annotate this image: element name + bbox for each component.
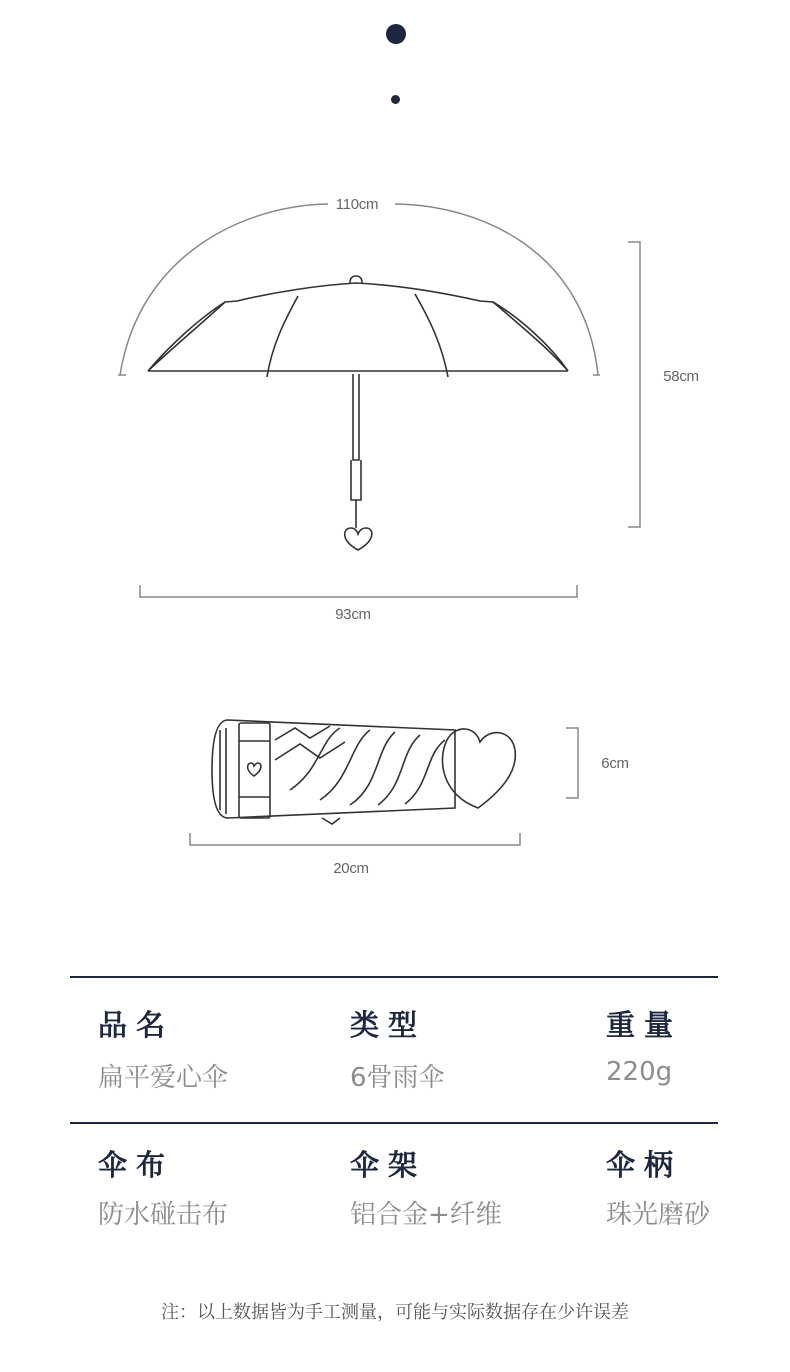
folded-height-label: 6cm <box>601 755 629 772</box>
spec-title: 类型 <box>350 1008 427 1042</box>
arc-label: 110cm <box>335 196 379 213</box>
height-label: 58cm <box>663 368 699 385</box>
spec-divider-top <box>70 976 718 978</box>
spec-divider-middle <box>70 1122 718 1124</box>
spec-title: 品名 <box>98 1008 175 1042</box>
spec-value: 珠光磨砂 <box>606 1200 711 1230</box>
spec-title: 重量 <box>606 1008 683 1042</box>
spec-value: 220g <box>606 1057 673 1087</box>
spec-title: 伞柄 <box>606 1148 683 1182</box>
spec-title: 伞架 <box>350 1148 427 1182</box>
spec-value: 防水碰击布 <box>98 1200 229 1230</box>
folded-height-dimension-line <box>566 728 578 798</box>
width-dimension-line <box>140 585 577 597</box>
spec-title: 伞布 <box>98 1148 175 1182</box>
folded-length-label: 20cm <box>333 860 369 877</box>
spec-value: 扁平爱心伞 <box>98 1063 229 1093</box>
measurement-note: 注：以上数据皆为手工测量，可能与实际数据存在少许误差 <box>161 1302 629 1323</box>
folded-length-dimension-line <box>190 833 520 845</box>
spec-value: 6骨雨伞 <box>350 1063 445 1093</box>
spec-value: 铝合金+纤维 <box>350 1200 502 1230</box>
width-label: 93cm <box>335 606 371 623</box>
folded-umbrella <box>212 720 515 824</box>
open-umbrella <box>148 276 568 550</box>
height-dimension-line <box>628 242 640 527</box>
